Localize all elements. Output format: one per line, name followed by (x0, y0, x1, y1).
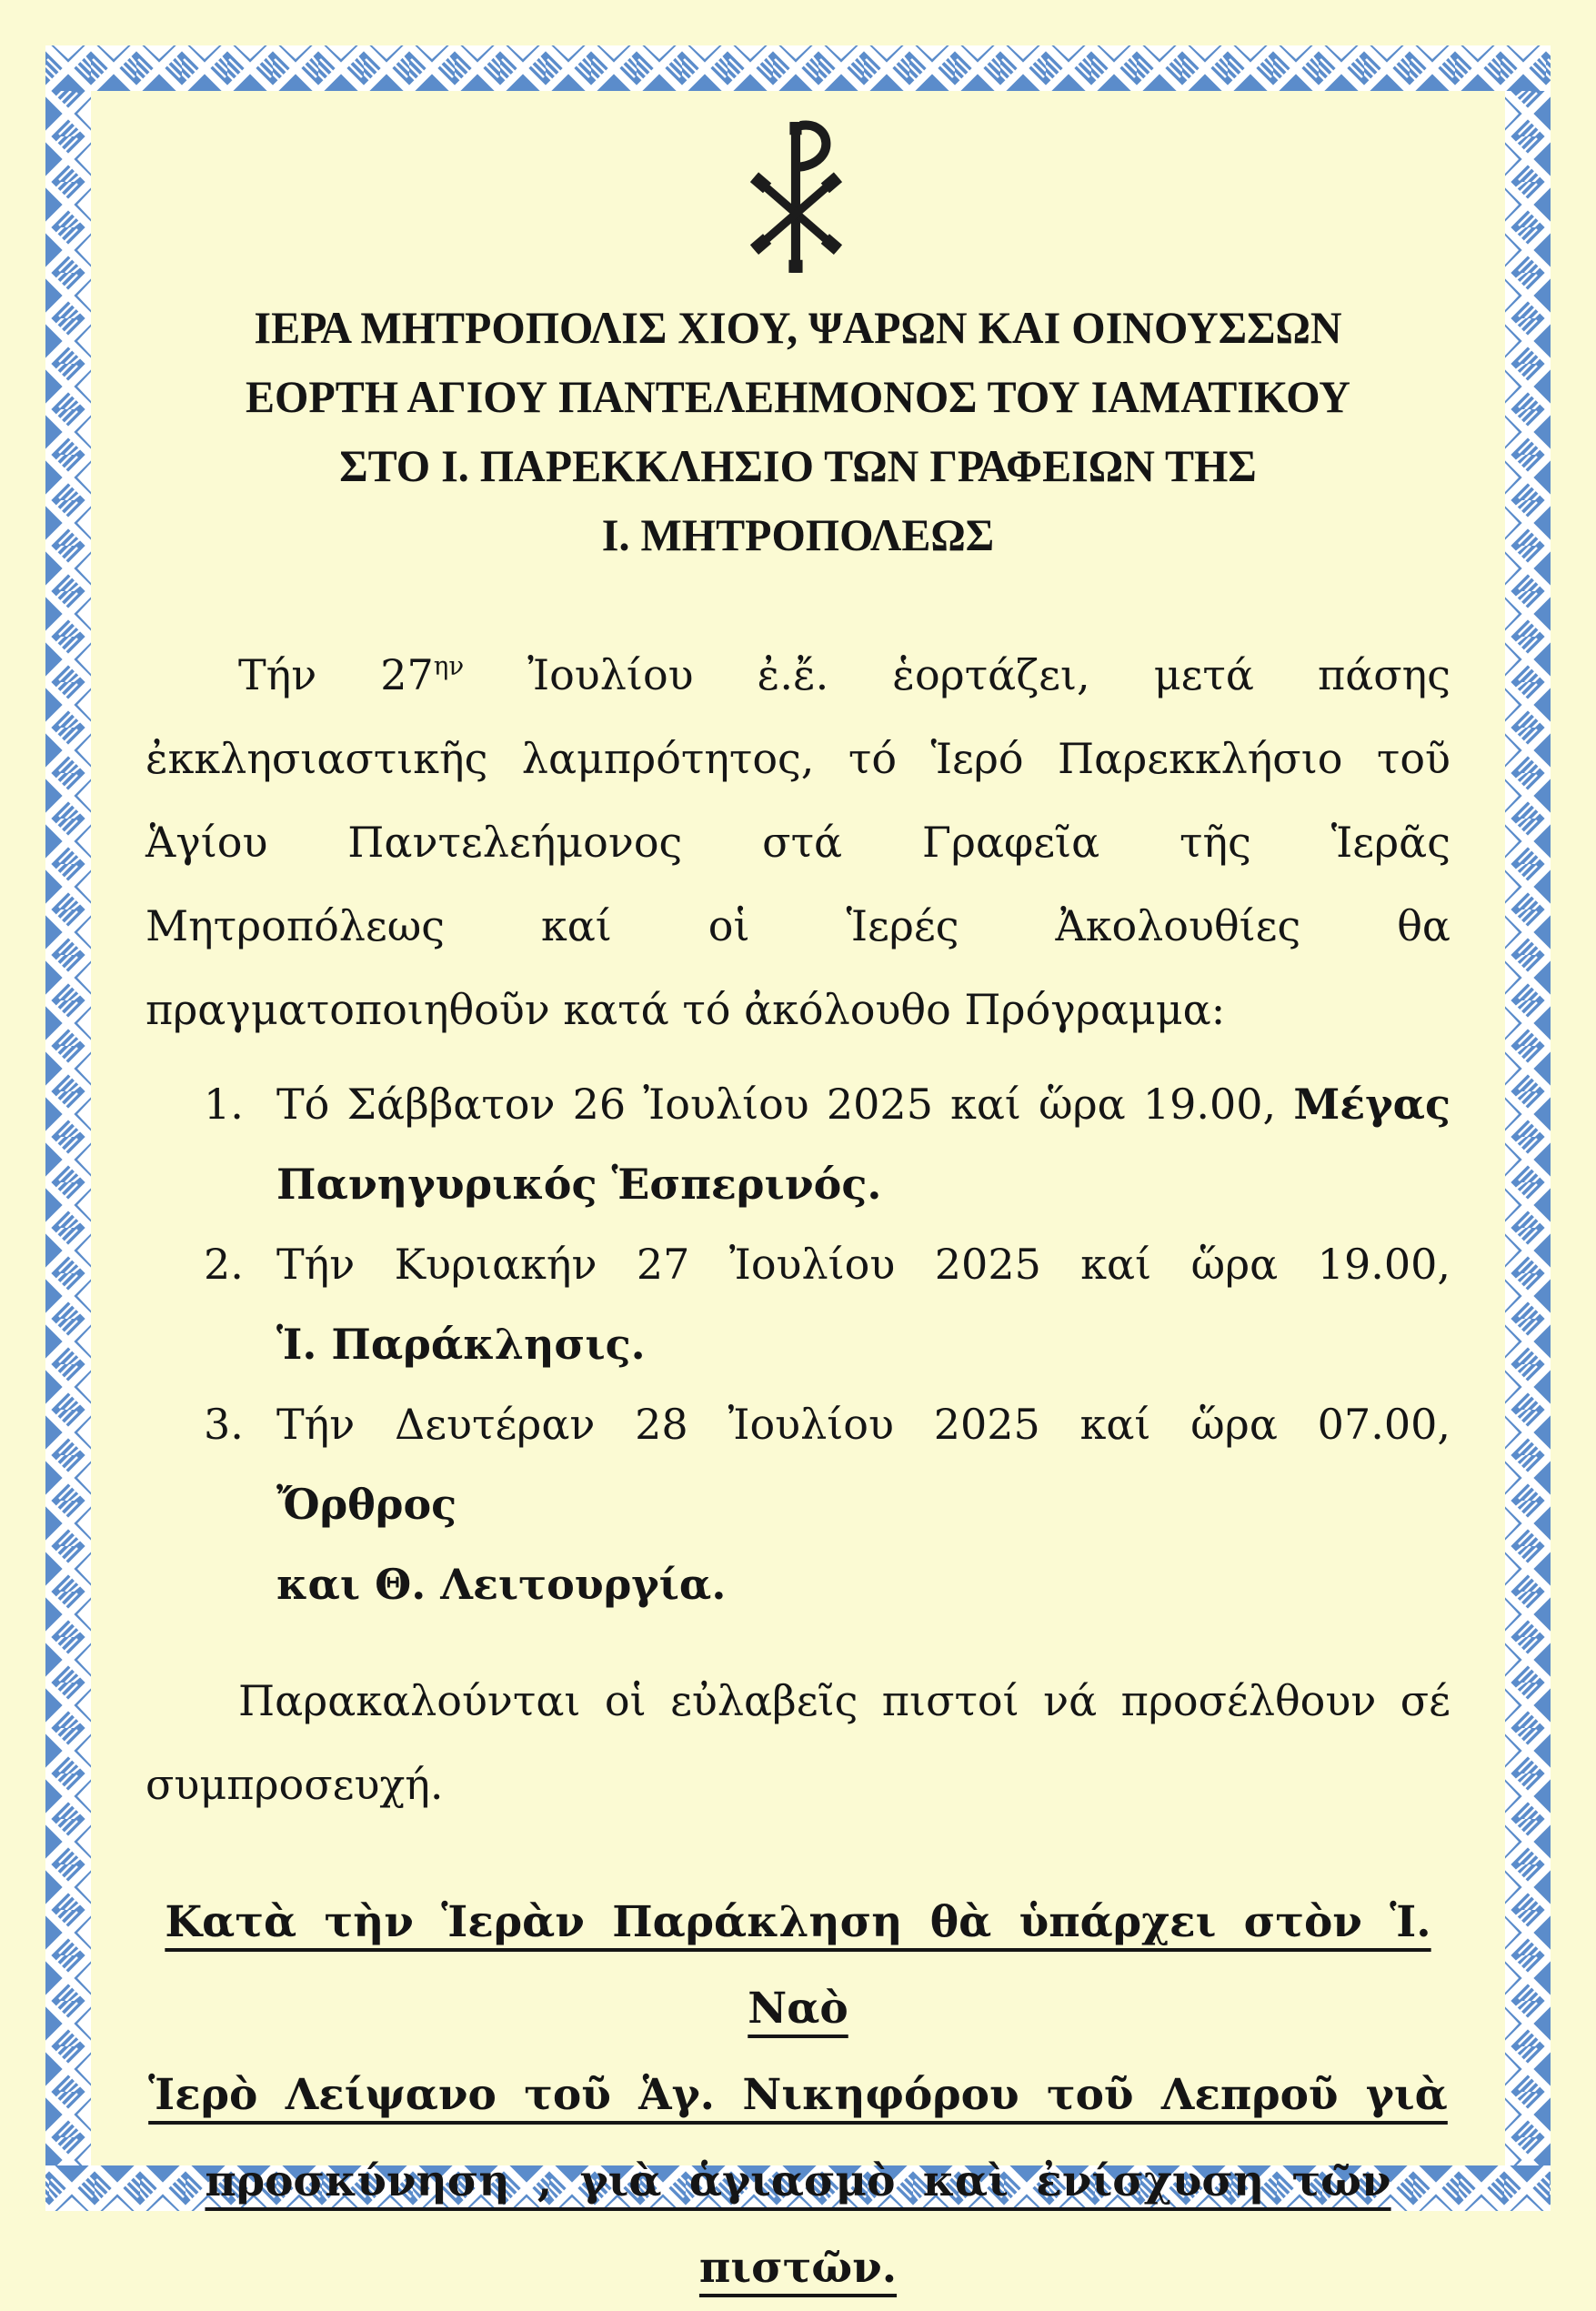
program-item-text (276, 1224, 1450, 1384)
program-item (204, 1224, 1450, 1384)
title-line (172, 431, 1425, 500)
text-segment: Κατὰ τὴν Ἱερὰν Παράκληση θὰ ὑπάρχει στὸν Ἱ. Ναὸ (165, 1897, 1431, 2034)
text-segment: Τήν Δευτέραν 28 Ἰουλίου 2025 καί ὥρα 07.00, (276, 1400, 1450, 1449)
intro-line (146, 717, 1450, 800)
program-item-line (276, 1224, 1450, 1304)
program-item (204, 1064, 1450, 1224)
program-item-line (276, 1544, 1450, 1624)
text-segment: Τό Σάββατον 26 Ἰουλίου 2025 καί ὥρα 19.00, (276, 1080, 1294, 1129)
footer-line (146, 2138, 1450, 2311)
text-segment: πραγματοποιηθοῦν κατά τό ἀκόλουθο Πρόγραμμα: (146, 985, 1226, 1034)
border-top-band (45, 45, 1551, 91)
title-line (172, 362, 1425, 431)
closing-line (146, 1743, 1450, 1826)
text-segment: Ἰουλίου ἐ.ἔ. ἑορτάζει, μετά πάσης (464, 650, 1450, 699)
text-segment: Ι. ΜΗΤΡΟΠΟΛΕΩΣ (601, 509, 995, 560)
text-segment: ΙΕΡΑ ΜΗΤΡΟΠΟΛΙΣ ΧΙΟΥ, ΨΑΡΩΝ ΚΑΙ ΟΙΝΟΥΣΣΩΝ (254, 302, 1342, 353)
page-title (146, 293, 1450, 569)
text-segment: Ὄρθρος (276, 1480, 457, 1529)
intro-line (146, 633, 1450, 717)
program-item-line (276, 1064, 1450, 1144)
text-segment: ΕΟΡΤΗ ΑΓΙΟΥ ΠΑΝΤΕΛΕΗΜΟΝΟΣ ΤΟΥ ΙΑΜΑΤΙΚΟΥ (246, 371, 1350, 422)
footer-line (146, 1879, 1450, 2052)
program-item-number: 1. (204, 1080, 244, 1129)
program-item-number: 2. (204, 1240, 244, 1289)
text-segment: Μητροπόλεως καί οἱ Ἱερές Ἀκολουθίες θα (146, 901, 1450, 950)
text-segment: Παρακαλούνται οἱ εὐλαβεῖς πιστοί νά προσέλθουν σέ (238, 1676, 1450, 1725)
closing-line (146, 1659, 1450, 1743)
program-list (146, 1064, 1450, 1624)
program-item-line (276, 1304, 1450, 1384)
text-segment: Ἱερὸ Λείψανο τοῦ Ἁγ. Νικηφόρου τοῦ Λεπροῦ γιὰ (148, 2070, 1448, 2120)
border-left-band (45, 91, 91, 2165)
intro-paragraph (146, 633, 1450, 1051)
text-segment: Ἁγίου Παντελεήμονος στά Γραφεῖα τῆς Ἱερᾶς (146, 818, 1450, 867)
text-segment: συμπροσευχή. (146, 1760, 444, 1809)
footer-notice (146, 1879, 1450, 2311)
border-right-band (1505, 91, 1551, 2165)
text-segment: ἐκκλησιαστικῆς λαμπρότητος, τό Ἱερό Παρεκκλήσιο τοῦ (146, 734, 1450, 783)
text-segment: Μέγας (1293, 1080, 1450, 1129)
program-item (204, 1384, 1450, 1624)
intro-line (146, 884, 1450, 968)
title-line (172, 293, 1425, 362)
text-segment: Πανηγυρικός Ἑσπερινός. (276, 1160, 882, 1209)
program-item-line (276, 1144, 1450, 1224)
text-segment: Τήν 27 (238, 650, 434, 699)
text-segment: ΣΤΟ Ι. ΠΑΡΕΚΚΛΗΣΙΟ ΤΩΝ ΓΡΑΦΕΙΩΝ ΤΗΣ (339, 440, 1257, 491)
text-segment: προσκύνηση , γιὰ ἁγιασμὸ καὶ ἐνίσχυση τῶν πιστῶν. (205, 2156, 1391, 2293)
footer-line (146, 2052, 1450, 2138)
text-segment: Ἱ. Παράκλησις. (276, 1320, 646, 1369)
closing-paragraph (146, 1659, 1450, 1826)
document-content (91, 91, 1505, 2293)
title-line (172, 500, 1425, 569)
program-item-line (276, 1384, 1450, 1544)
program-item-text (276, 1384, 1450, 1624)
intro-line (146, 800, 1450, 884)
text-segment: και Θ. Λειτουργία. (276, 1560, 727, 1609)
intro-line (146, 968, 1450, 1051)
program-item-text (276, 1064, 1450, 1224)
program-item-number: 3. (204, 1400, 244, 1449)
text-segment: ην (433, 650, 465, 681)
text-segment: Τήν Κυριακήν 27 Ἰουλίου 2025 καί ὥρα 19.00, (276, 1240, 1450, 1289)
chi-rho-icon (730, 115, 867, 280)
